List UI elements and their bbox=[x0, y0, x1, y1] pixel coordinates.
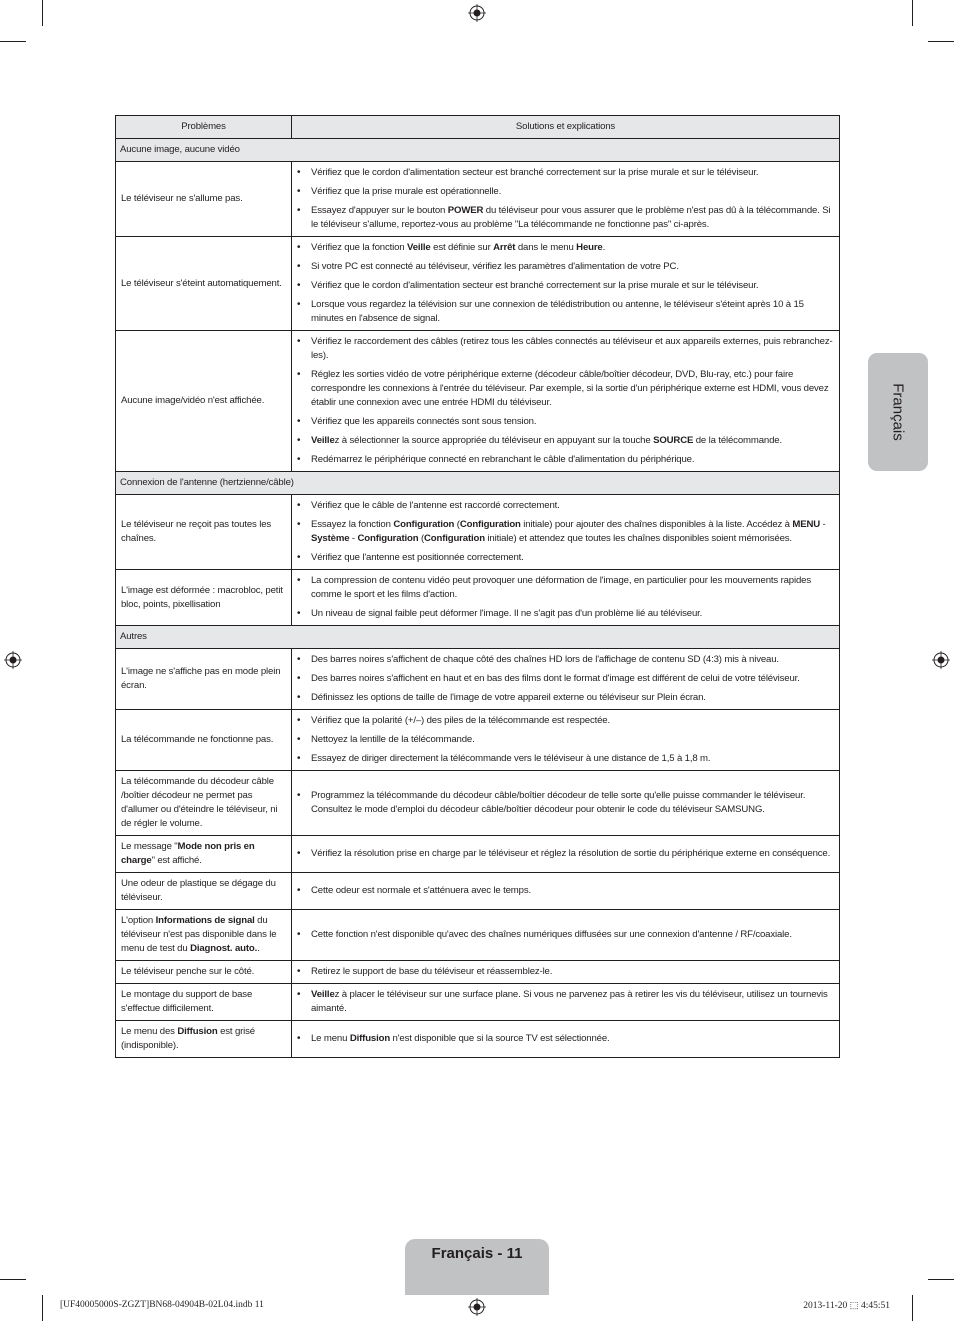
table-row bbox=[116, 873, 840, 910]
section-header-row bbox=[116, 139, 840, 162]
solution-item: • La compression de contenu vidéo peut provoquer une déformation de l'image, en particulier pour les mouvements rapides comme le sport et les films d'action. bbox=[297, 574, 833, 602]
problem-cell: Le téléviseur ne reçoit pas toutes les chaînes. bbox=[116, 495, 292, 570]
solutions-cell bbox=[292, 836, 840, 873]
crop-mark bbox=[0, 1279, 26, 1280]
solution-item: • Retirez le support de base du téléviseur et réassemblez-le. bbox=[297, 965, 833, 979]
problem-cell: L'image ne s'affiche pas en mode plein écran. bbox=[116, 649, 292, 710]
crop-mark bbox=[928, 41, 954, 42]
solution-item: • Vérifiez que la prise murale est opérationnelle. bbox=[297, 185, 833, 199]
crop-mark bbox=[0, 41, 26, 42]
solution-item: • Nettoyez la lentille de la télécommande. bbox=[297, 733, 833, 747]
problem-cell: Une odeur de plastique se dégage du téléviseur. bbox=[116, 873, 292, 910]
solution-item: • Vérifiez que la fonction Veille est définie sur Arrêt dans le menu Heure. bbox=[297, 241, 833, 255]
solutions-list bbox=[297, 499, 833, 565]
solutions-list bbox=[297, 847, 833, 861]
solutions-list bbox=[297, 574, 833, 621]
crop-mark bbox=[42, 0, 43, 26]
problem-cell: L'image est déformée : macrobloc, petit bloc, points, pixellisation bbox=[116, 570, 292, 626]
solution-item: • Essayez d'appuyer sur le bouton POWER du téléviseur pour vous assurer que le problème n'est pas dû à la télécommande. Si le téléviseur s'allume, reportez-vous au problème "La télécommande ne fonctionne pas" ci-après. bbox=[297, 204, 833, 232]
solutions-list bbox=[297, 335, 833, 467]
solutions-cell bbox=[292, 162, 840, 237]
solution-item: • Un niveau de signal faible peut déformer l'image. Il ne s'agit pas d'un problème lié au téléviseur. bbox=[297, 607, 833, 621]
solution-item: • Vérifiez que l'antenne est positionnée correctement. bbox=[297, 551, 833, 565]
solution-item: • Vérifiez que le cordon d'alimentation secteur est branché correctement sur la prise murale et sur le téléviseur. bbox=[297, 166, 833, 180]
solution-item: • Veillez à placer le téléviseur sur une surface plane. Si vous ne parvenez pas à retirer les vis du téléviseur, utilisez un tournevis aimanté. bbox=[297, 988, 833, 1016]
registration-mark-icon bbox=[468, 4, 486, 22]
table-row bbox=[116, 162, 840, 237]
registration-mark-icon bbox=[468, 1298, 486, 1316]
table-row bbox=[116, 961, 840, 984]
solution-item: • Vérifiez que la polarité (+/–) des piles de la télécommande est respectée. bbox=[297, 714, 833, 728]
table-row bbox=[116, 649, 840, 710]
solution-item: • Définissez les options de taille de l'image de votre appareil externe ou téléviseur sur Plein écran. bbox=[297, 691, 833, 705]
solution-item: • Vérifiez que le câble de l'antenne est raccordé correctement. bbox=[297, 499, 833, 513]
table-row bbox=[116, 836, 840, 873]
header-problems: Problèmes bbox=[116, 116, 292, 139]
problem-cell: Le menu des Diffusion est grisé (indisponible). bbox=[116, 1021, 292, 1058]
section-title: Aucune image, aucune vidéo bbox=[116, 139, 840, 162]
problem-cell: La télécommande ne fonctionne pas. bbox=[116, 710, 292, 771]
solutions-cell bbox=[292, 984, 840, 1021]
solutions-cell bbox=[292, 495, 840, 570]
solution-item: • Des barres noires s'affichent en haut et en bas des films dont le format d'image est différent de celui de votre téléviseur. bbox=[297, 672, 833, 686]
header-solutions: Solutions et explications bbox=[292, 116, 840, 139]
solution-item: • Le menu Diffusion n'est disponible que si la source TV est sélectionnée. bbox=[297, 1032, 833, 1046]
solution-item: • Vérifiez la résolution prise en charge par le téléviseur et réglez la résolution de sortie du périphérique externe en conséquence. bbox=[297, 847, 833, 861]
solutions-list bbox=[297, 166, 833, 232]
problem-cell: Le téléviseur s'éteint automatiquement. bbox=[116, 237, 292, 331]
table-row bbox=[116, 984, 840, 1021]
solutions-list bbox=[297, 928, 833, 942]
solution-item: • Programmez la télécommande du décodeur câble/boîtier décodeur de telle sorte qu'elle puisse commander le téléviseur. Consultez le mode d'emploi du décodeur câble/boîtier décodeur pour obtenir le code du téléviseur SAMSUNG. bbox=[297, 789, 833, 817]
solution-item: • Réglez les sorties vidéo de votre périphérique externe (décodeur câble/boîtier décodeur, DVD, Blu-ray, etc.) pour faire correspondre les connexions à l'entrée du téléviseur. Par exemple, si la sortie d'un périphérique externe est HDMI, vous devez établir une connexion avec une entrée HDMI du téléviseur. bbox=[297, 368, 833, 410]
language-side-tab bbox=[868, 353, 928, 471]
solutions-cell bbox=[292, 570, 840, 626]
table-row bbox=[116, 495, 840, 570]
table-row bbox=[116, 570, 840, 626]
solutions-cell bbox=[292, 771, 840, 836]
solutions-cell bbox=[292, 873, 840, 910]
solution-item: • Essayez de diriger directement la télécommande vers le téléviseur à une distance de 1,5 à 1,8 m. bbox=[297, 752, 833, 766]
table-row bbox=[116, 710, 840, 771]
section-header-row bbox=[116, 472, 840, 495]
solutions-list bbox=[297, 714, 833, 766]
table-header-row bbox=[116, 116, 840, 139]
section-header-row bbox=[116, 626, 840, 649]
troubleshooting-table bbox=[115, 115, 840, 1058]
solution-item: • Cette odeur est normale et s'atténuera avec le temps. bbox=[297, 884, 833, 898]
crop-mark bbox=[928, 1279, 954, 1280]
problem-cell: Le message "Mode non pris en charge" est affiché. bbox=[116, 836, 292, 873]
section-title: Autres bbox=[116, 626, 840, 649]
solution-item: • Des barres noires s'affichent de chaque côté des chaînes HD lors de l'affichage de contenu SD (4:3) mis à niveau. bbox=[297, 653, 833, 667]
solutions-list bbox=[297, 789, 833, 817]
solutions-list bbox=[297, 884, 833, 898]
table-body bbox=[116, 139, 840, 1058]
problem-cell: Le montage du support de base s'effectue difficilement. bbox=[116, 984, 292, 1021]
solutions-cell bbox=[292, 710, 840, 771]
solutions-cell bbox=[292, 910, 840, 961]
solution-item: • Essayez la fonction Configuration (Configuration initiale) pour ajouter des chaînes disponibles à la liste. Accédez à MENU - Système - Configuration (Configuration initiale) et attendez que toutes les chaînes disponibles soient mémorisées. bbox=[297, 518, 833, 546]
solutions-list bbox=[297, 965, 833, 979]
solution-item: • Vérifiez que les appareils connectés sont sous tension. bbox=[297, 415, 833, 429]
language-side-tab-label: Français bbox=[889, 383, 907, 441]
table-row bbox=[116, 771, 840, 836]
crop-mark bbox=[42, 1295, 43, 1321]
registration-mark-icon bbox=[932, 651, 950, 669]
crop-mark bbox=[912, 0, 913, 26]
solutions-cell bbox=[292, 1021, 840, 1058]
solution-item: • Veillez à sélectionner la source appropriée du téléviseur en appuyant sur la touche SOURCE de la télécommande. bbox=[297, 434, 833, 448]
solutions-cell bbox=[292, 331, 840, 472]
solutions-cell bbox=[292, 237, 840, 331]
solutions-cell bbox=[292, 649, 840, 710]
problem-cell: Aucune image/vidéo n'est affichée. bbox=[116, 331, 292, 472]
solutions-list bbox=[297, 653, 833, 705]
table-row bbox=[116, 910, 840, 961]
problem-cell: Le téléviseur penche sur le côté. bbox=[116, 961, 292, 984]
table-row bbox=[116, 237, 840, 331]
table-row bbox=[116, 331, 840, 472]
solution-item: • Vérifiez le raccordement des câbles (retirez tous les câbles connectés au téléviseur et aux appareils externes, puis rebranchez-les). bbox=[297, 335, 833, 363]
problem-cell: La télécommande du décodeur câble /boîtier décodeur ne permet pas d'allumer ou d'éteindre le téléviseur, ni de régler le volume. bbox=[116, 771, 292, 836]
footer-file-info: [UF40005000S-ZGZT]BN68-04904B-02L04.indb 11 bbox=[60, 1300, 264, 1310]
solutions-list bbox=[297, 1032, 833, 1046]
crop-mark bbox=[912, 1295, 913, 1321]
registration-mark-icon bbox=[4, 651, 22, 669]
solution-item: • Cette fonction n'est disponible qu'avec des chaînes numériques diffusées sur une connexion d'antenne / RF/coaxiale. bbox=[297, 928, 833, 942]
solution-item: • Lorsque vous regardez la télévision sur une connexion de télédistribution ou antenne, le téléviseur s'éteint après 10 à 15 minutes en l'absence de signal. bbox=[297, 298, 833, 326]
problem-cell: Le téléviseur ne s'allume pas. bbox=[116, 162, 292, 237]
solutions-list bbox=[297, 988, 833, 1016]
solution-item: • Si votre PC est connecté au téléviseur, vérifiez les paramètres d'alimentation de votre PC. bbox=[297, 260, 833, 274]
section-title: Connexion de l'antenne (hertzienne/câble) bbox=[116, 472, 840, 495]
problem-cell: L'option Informations de signal du téléviseur n'est pas disponible dans le menu de test du Diagnost. auto.. bbox=[116, 910, 292, 961]
page-number-label: Français - 11 bbox=[431, 1245, 523, 1262]
footer-timestamp: 2013-11-20 ⬚ 4:45:51 bbox=[803, 1301, 890, 1311]
solutions-list bbox=[297, 241, 833, 326]
solutions-cell bbox=[292, 961, 840, 984]
page-number-tab bbox=[405, 1239, 549, 1295]
solution-item: • Vérifiez que le cordon d'alimentation secteur est branché correctement sur la prise murale et sur le téléviseur. bbox=[297, 279, 833, 293]
solution-item: • Redémarrez le périphérique connecté en rebranchant le câble d'alimentation du périphérique. bbox=[297, 453, 833, 467]
table-row bbox=[116, 1021, 840, 1058]
